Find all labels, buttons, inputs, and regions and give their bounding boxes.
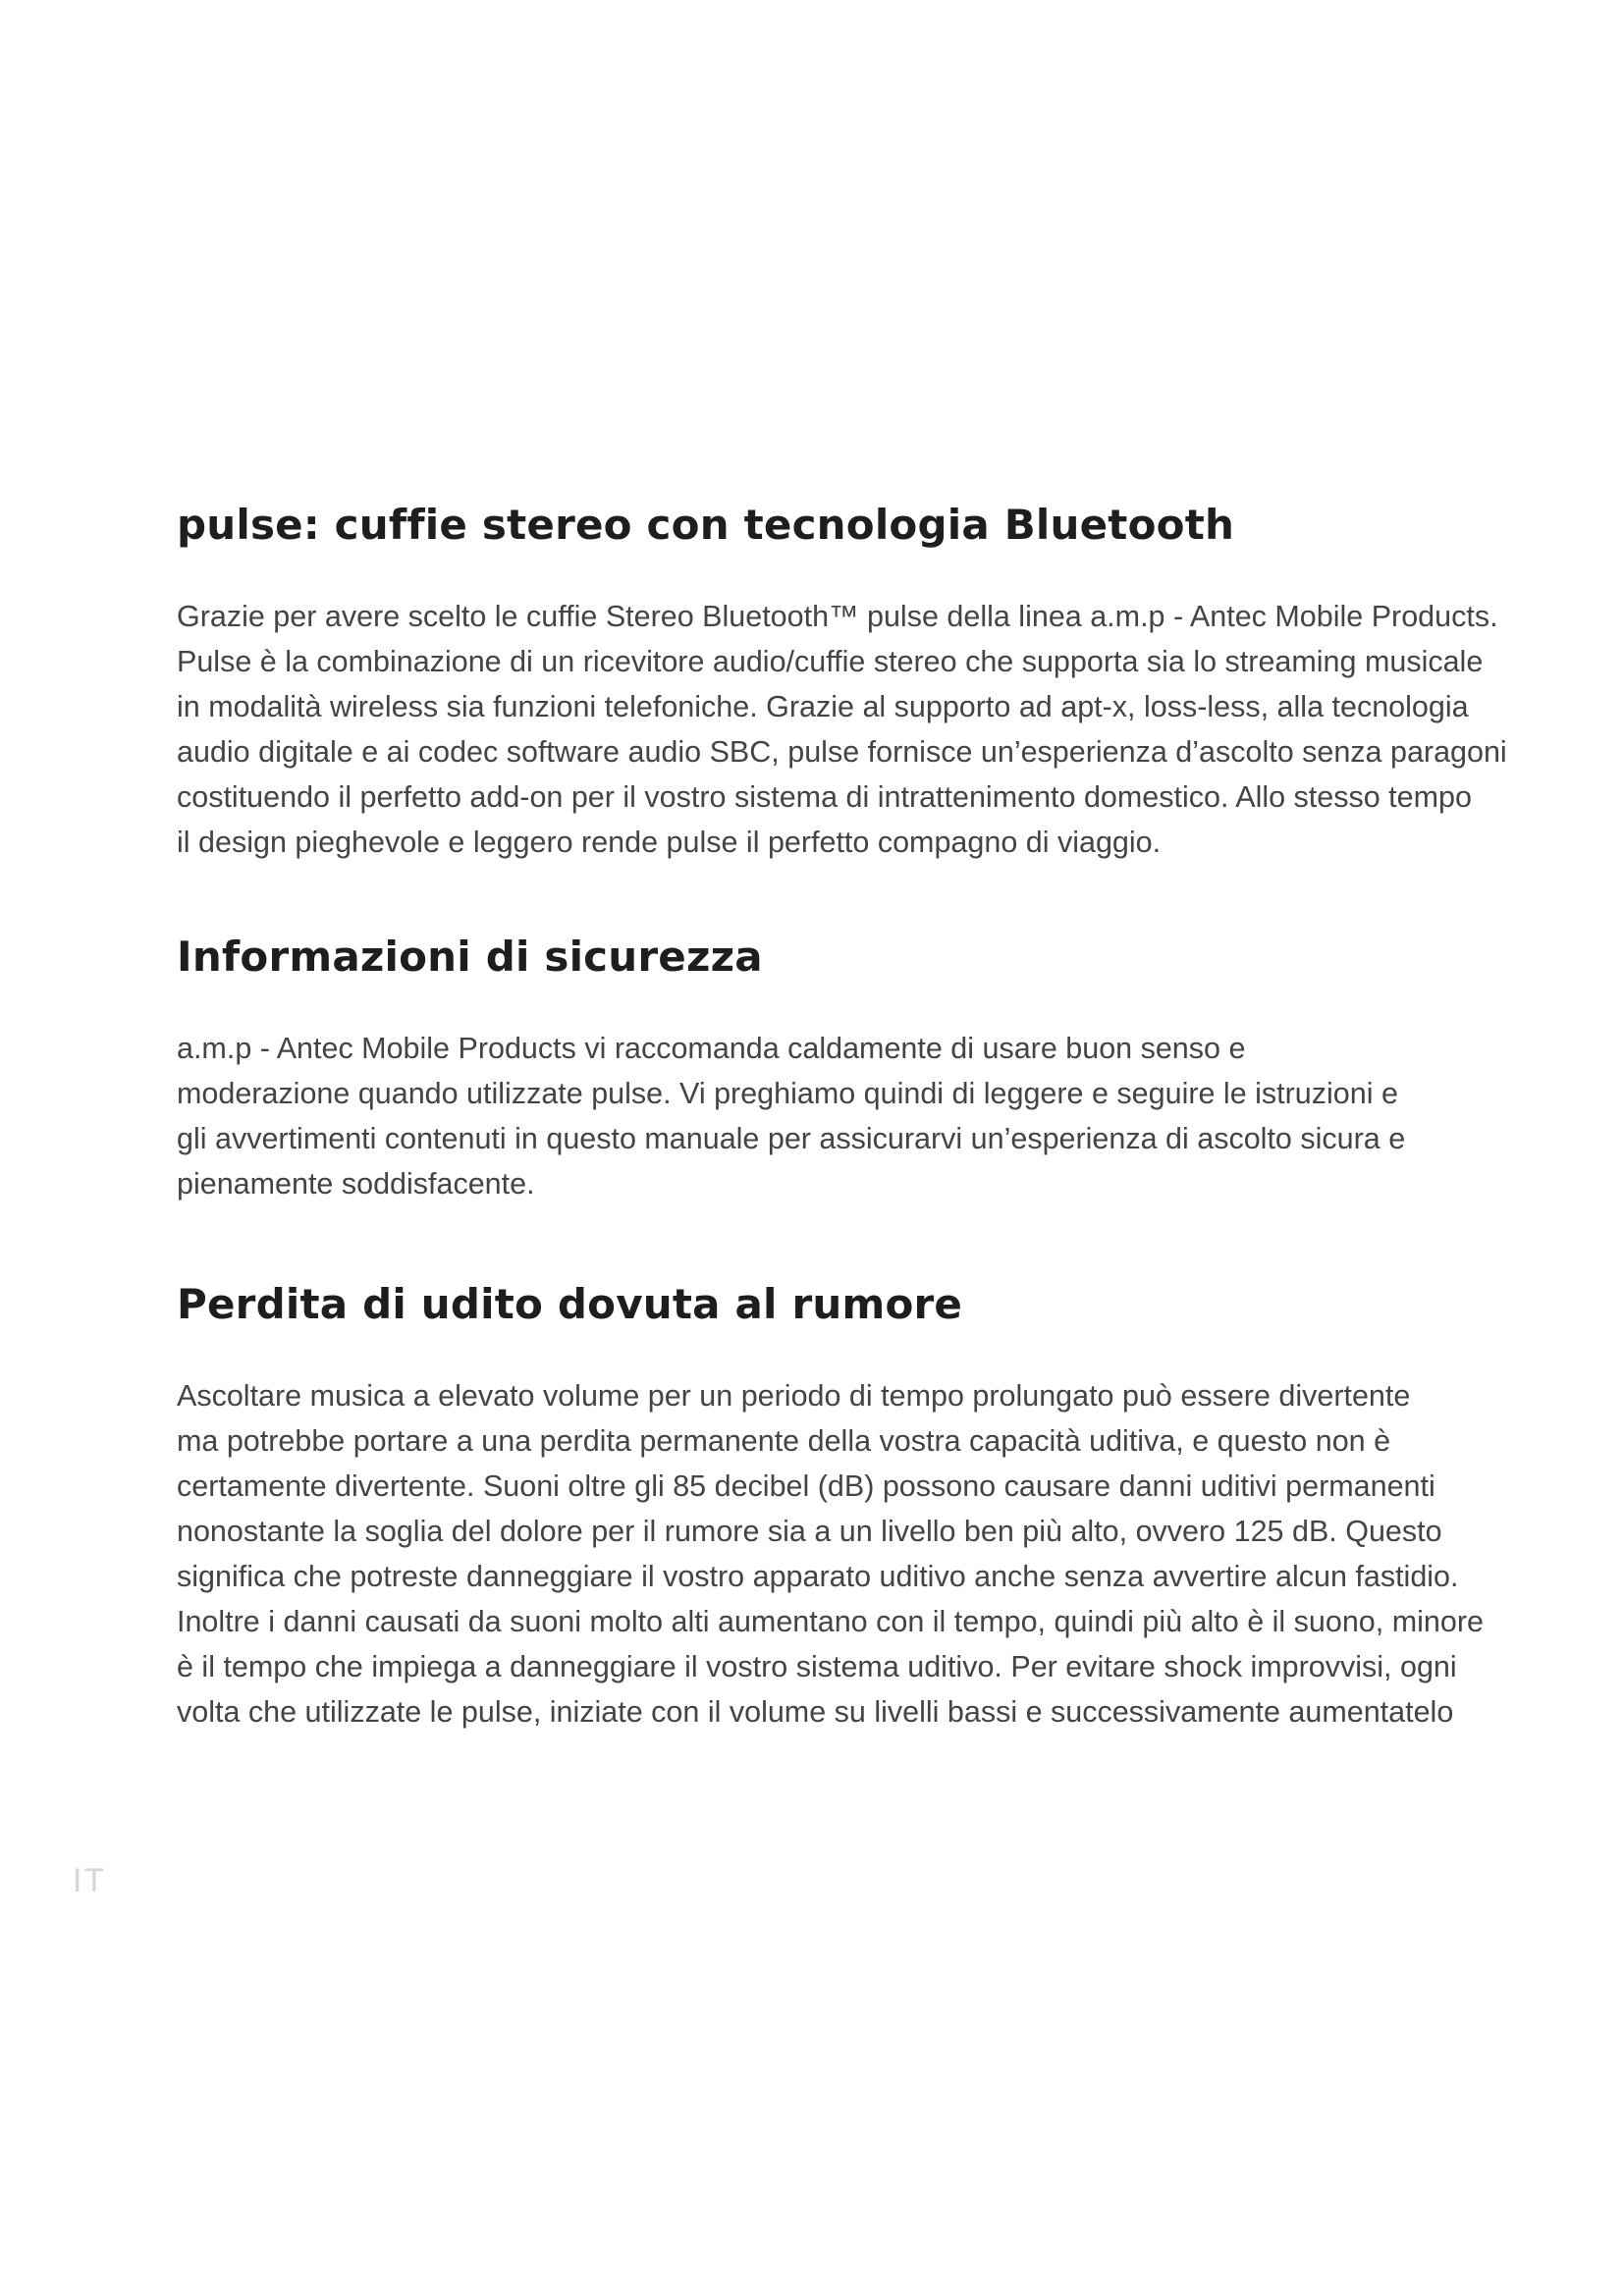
text-line: significa che potreste danneggiare il vostro apparato uditivo anche senza avvertire alcun fastidio. <box>177 1560 1459 1593</box>
text-line: nonostante la soglia del dolore per il rumore sia a un livello ben più alto, ovvero 125 dB. Questo <box>177 1515 1442 1548</box>
paragraph-intro <box>177 594 1507 865</box>
page-content <box>177 496 1507 1735</box>
text-line: il design pieghevole e leggero rende pulse il perfetto compagno di viaggio. <box>177 826 1162 859</box>
text-line: costituendo il perfetto add-on per il vostro sistema di intrattenimento domestico. Allo stesso tempo <box>177 780 1472 814</box>
text-line: è il tempo che impiega a danneggiare il vostro sistema uditivo. Per evitare shock improvvisi, ogni <box>177 1650 1457 1683</box>
text-line: Grazie per avere scelto le cuffie Stereo Bluetooth™ pulse della linea a.m.p - Antec Mobile Products. <box>177 600 1498 633</box>
text-line: in modalità wireless sia funzioni telefoniche. Grazie al supporto ad apt-x, loss-less, alla tecnologia <box>177 690 1469 723</box>
text-line: gli avvertimenti contenuti in questo manuale per assicurarvi un’esperienza di ascolto sicura e <box>177 1122 1406 1155</box>
language-marker: IT <box>73 1862 107 1899</box>
text-line: ma potrebbe portare a una perdita permanente della vostra capacità uditiva, e questo non è <box>177 1424 1391 1458</box>
text-line: pienamente soddisfacente. <box>177 1167 535 1201</box>
text-line: Pulse è la combinazione di un ricevitore audio/cuffie stereo che supporta sia lo streaming musicale <box>177 645 1484 678</box>
text-line: moderazione quando utilizzate pulse. Vi preghiamo quindi di leggere e seguire le istruzioni e <box>177 1077 1398 1110</box>
text-line: Inoltre i danni causati da suoni molto alti aumentano con il tempo, quindi più alto è il suono, minore <box>177 1605 1484 1638</box>
section-hearing-loss <box>177 1275 1484 1735</box>
text-line: audio digitale e ai codec software audio SBC, pulse fornisce un’esperienza d’ascolto senza paragoni <box>177 735 1507 769</box>
text-line: a.m.p - Antec Mobile Products vi raccomanda caldamente di usare buon senso e <box>177 1032 1246 1065</box>
text-line: volta che utilizzate le pulse, iniziate con il volume su livelli bassi e successivamente aumentatelo <box>177 1695 1454 1729</box>
section-product-intro <box>177 496 1507 865</box>
section-heading-hearing: Perdita di udito dovuta al rumore <box>177 1280 963 1328</box>
text-line: Ascoltare musica a elevato volume per un periodo di tempo prolungato può essere divertente <box>177 1379 1411 1413</box>
section-heading-intro: pulse: cuffie stereo con tecnologia Bluetooth <box>177 501 1235 549</box>
text-line: certamente divertente. Suoni oltre gli 85 decibel (dB) possono causare danni uditivi permanenti <box>177 1469 1435 1503</box>
paragraph-hearing <box>177 1373 1484 1735</box>
section-safety-info <box>177 928 1473 1206</box>
paragraph-safety <box>177 1026 1473 1206</box>
section-heading-safety: Informazioni di sicurezza <box>177 933 763 981</box>
